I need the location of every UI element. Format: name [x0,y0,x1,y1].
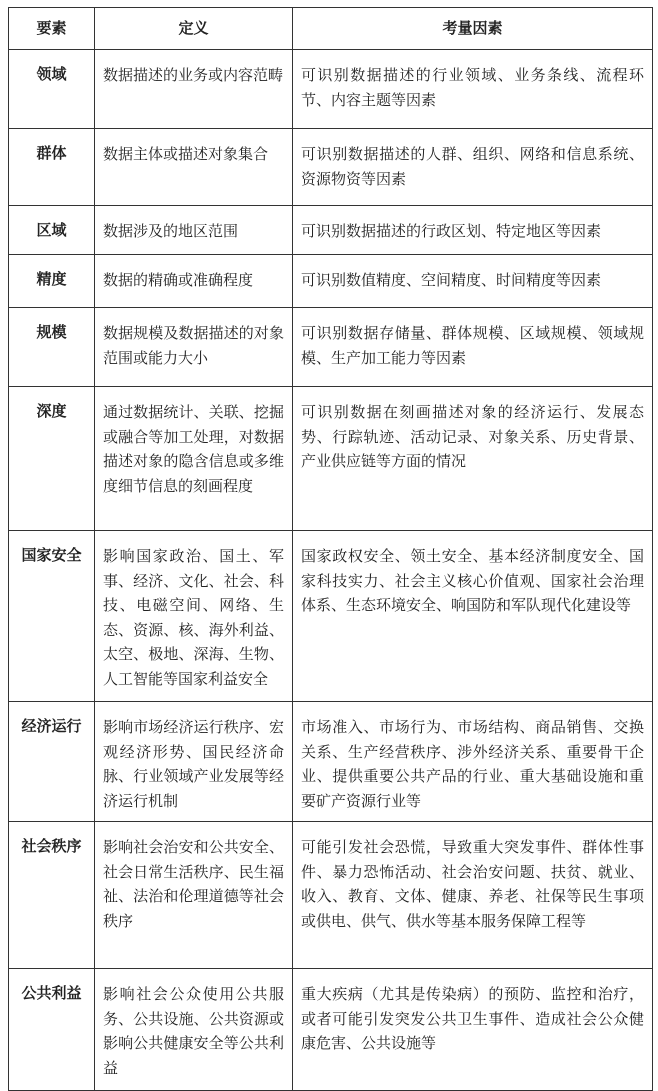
row-factors: 可识别数据描述的人群、组织、网络和信息系统、资源物资等因素 [293,129,653,206]
table-row [9,129,653,206]
row-factors: 可识别数据描述的行业领域、业务条线、流程环节、内容主题等因素 [293,50,653,129]
table-header-row [9,8,653,50]
row-definition: 通过数据统计、关联、挖掘或融合等加工处理，对数据描述对象的隐含信息或多维度细节信息的刻画程度 [95,387,293,531]
row-element: 群体 [9,129,95,206]
row-factors: 可能引发社会恐慌，导致重大突发事件、群体性事件、暴力恐怖活动、社会治安问题、扶贫、就业、收入、教育、文体、健康、养老、社保等民生事项或供电、供气、供水等基本服务保障工程等 [293,822,653,969]
elements-table [8,7,653,1091]
row-definition: 影响国家政治、国土、军事、经济、文化、社会、科技、电磁空间、网络、生态、资源、核、海外利益、太空、极地、深海、生物、人工智能等国家利益安全 [95,531,293,702]
row-definition: 影响市场经济运行秩序、宏观经济形势、国民经济命脉、行业领域产业发展等经济运行机制 [95,702,293,822]
row-element: 深度 [9,387,95,531]
row-element: 经济运行 [9,702,95,822]
row-element: 规模 [9,308,95,387]
row-definition: 影响社会治安和公共安全、社会日常生活秩序、民生福祉、法治和伦理道德等社会秩序 [95,822,293,969]
row-definition: 数据描述的业务或内容范畴 [95,50,293,129]
table-row [9,702,653,822]
header-definition: 定义 [95,8,293,50]
row-element: 区域 [9,206,95,255]
table-row [9,50,653,129]
table-row [9,206,653,255]
row-factors: 市场准入、市场行为、市场结构、商品销售、交换关系、生产经营秩序、涉外经济关系、重要骨干企业、提供重要公共产品的行业、重大基础设施和重要矿产资源行业等 [293,702,653,822]
header-factors: 考量因素 [293,8,653,50]
row-factors: 可识别数据在刻画描述对象的经济运行、发展态势、行踪轨迹、活动记录、对象关系、历史背景、产业供应链等方面的情况 [293,387,653,531]
row-factors: 国家政权安全、领土安全、基本经济制度安全、国家科技实力、社会主义核心价值观、国家社会治理体系、生态环境安全、响国防和军队现代化建设等 [293,531,653,702]
row-element: 精度 [9,255,95,308]
row-definition: 数据涉及的地区范围 [95,206,293,255]
row-element: 国家安全 [9,531,95,702]
table-row [9,822,653,969]
row-factors: 重大疾病（尤其是传染病）的预防、监控和治疗，或者可能引发突发公共卫生事件、造成社会公众健康危害、公共设施等 [293,969,653,1091]
row-element: 公共利益 [9,969,95,1091]
table-row [9,308,653,387]
row-definition: 数据规模及数据描述的对象范围或能力大小 [95,308,293,387]
row-definition: 数据的精确或准确程度 [95,255,293,308]
row-definition: 数据主体或描述对象集合 [95,129,293,206]
row-factors: 可识别数值精度、空间精度、时间精度等因素 [293,255,653,308]
table-row [9,387,653,531]
row-definition: 影响社会公众使用公共服务、公共设施、公共资源或影响公共健康安全等公共利益 [95,969,293,1091]
table-row [9,255,653,308]
table-row [9,969,653,1091]
row-factors: 可识别数据存储量、群体规模、区域规模、领域规模、生产加工能力等因素 [293,308,653,387]
header-element: 要素 [9,8,95,50]
row-factors: 可识别数据描述的行政区划、特定地区等因素 [293,206,653,255]
table-row [9,531,653,702]
row-element: 社会秩序 [9,822,95,969]
row-element: 领域 [9,50,95,129]
